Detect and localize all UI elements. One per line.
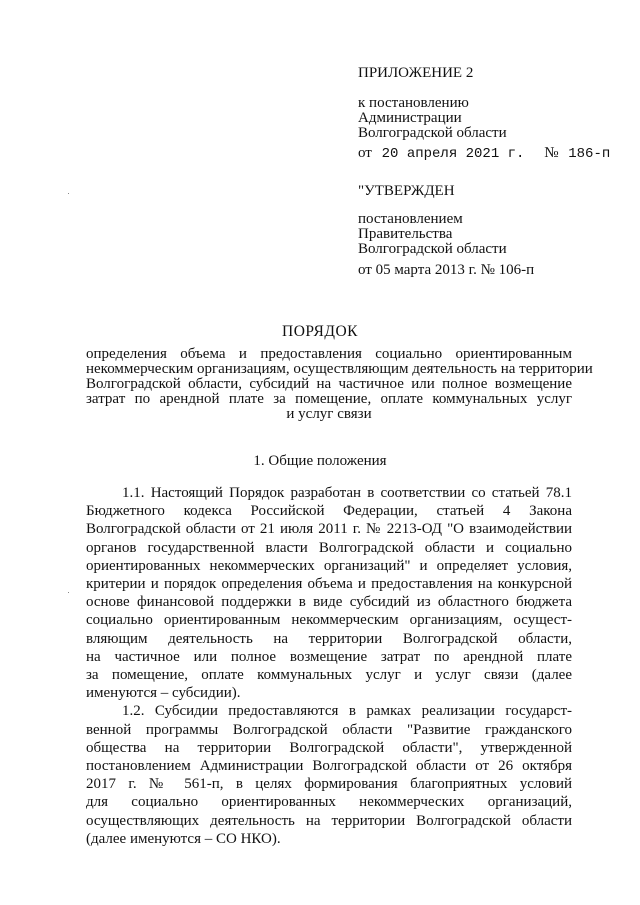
paragraph-line: основе финансовой поддержки в виде субсидий из областного бюджета: [86, 594, 572, 611]
attachment-reference: [358, 96, 507, 141]
paragraph-line: критерии и порядок определения объема и предоставления на конкурсной: [86, 576, 572, 593]
paragraph-line: именуются – субсидии).: [86, 685, 241, 702]
subtitle-line: затрат по арендной плате за помещение, оплате коммунальных услуг: [86, 391, 572, 407]
attachment-number-value: 186-п: [568, 146, 611, 162]
approval-line: Правительства: [358, 226, 453, 242]
attachment-line: Волгоградской области: [358, 125, 507, 141]
document-subtitle: [86, 346, 593, 422]
attachment-number-sign: №: [544, 145, 559, 161]
paragraph-line: 2017 г. № 561-п, в целях формирования благоприятных условий: [86, 776, 572, 793]
attachment-date-line: [358, 146, 610, 162]
attachment-heading: ПРИЛОЖЕНИЕ 2: [358, 65, 474, 81]
paragraph-line: органов государственной власти Волгоградской области и социально: [86, 539, 572, 556]
scan-speck: [68, 193, 69, 194]
paragraph-line: для социально ориентированных некоммерческих организаций,: [86, 794, 572, 811]
attachment-date-value: 20 апреля 2021 г.: [381, 146, 525, 162]
paragraph-line: 1.2. Субсидии предоставляются в рамках реализации государст-: [122, 703, 572, 720]
section-heading: 1. Общие положения: [253, 453, 387, 469]
approval-reference: [358, 212, 507, 257]
paragraph-line: общества на территории Волгоградской области", утвержденной: [86, 739, 572, 756]
paragraph-line: на частичное или полное возмещение затрат по арендной плате: [86, 648, 572, 665]
approval-date-line: от 05 марта 2013 г. № 106-п: [358, 262, 535, 278]
paragraph-line: постановлением Администрации Волгоградской области от 26 октября: [86, 758, 572, 775]
attachment-line: к постановлению: [358, 95, 469, 111]
subtitle-line: некоммерческим организациям, осуществляющим деятельность на территории: [86, 361, 593, 377]
approval-line: постановлением: [358, 211, 463, 227]
document-title: ПОРЯДОК: [282, 323, 358, 340]
scan-speck: [68, 592, 69, 593]
approval-line: Волгоградской области: [358, 241, 507, 257]
paragraph-line: социально ориентированным некоммерческим организациям, осущест-: [86, 612, 572, 629]
attachment-line: Администрации: [358, 110, 462, 126]
paragraph-line: Бюджетного кодекса Российской Федерации, статьей 4 Закона: [86, 503, 572, 520]
subtitle-line: Волгоградской области, субсидий на частичное или полное возмещение: [86, 376, 572, 392]
section-body: [86, 484, 572, 848]
approval-heading: "УТВЕРЖДЕН: [358, 183, 455, 199]
paragraph-line: Волгоградской области от 21 июля 2011 г. № 2213-ОД "О взаимодействии: [86, 521, 572, 538]
paragraph-line: (далее именуются – СО НКО).: [86, 830, 281, 847]
paragraph-line: венной программы Волгоградской области "Развитие гражданского: [86, 721, 572, 738]
attachment-date-prefix: от: [358, 145, 372, 161]
paragraph-line: ориентированных некоммерческих организаций" и определяет условия,: [86, 557, 572, 574]
subtitle-line: определения объема и предоставления социально ориентированным: [86, 346, 572, 362]
subtitle-line: и услуг связи: [286, 406, 372, 422]
paragraph-line: за помещение, оплате коммунальных услуг и услуг связи (далее: [86, 667, 572, 684]
paragraph-line: осуществляющих деятельность на территории Волгоградской области: [86, 812, 572, 829]
paragraph-line: 1.1. Настоящий Порядок разработан в соответствии со статьей 78.1: [122, 485, 572, 501]
paragraph-line: вляющим деятельность на территории Волгоградской области,: [86, 630, 572, 647]
